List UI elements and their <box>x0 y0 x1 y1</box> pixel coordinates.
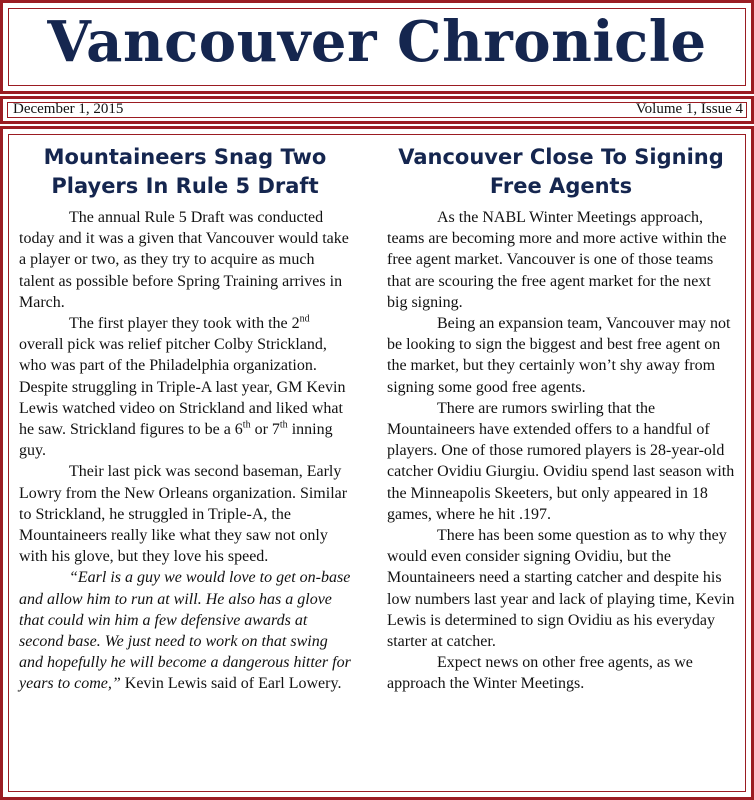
ordinal-number: 7 <box>271 421 280 439</box>
text-run: overall pick was relief pitcher Colby Strickland, who was part of the Philadelphia organization. Despite struggling in Triple-A last year, GM Kevin Lewis watched video on Strickland and liked what he saw. Strickland figures to be a <box>19 336 346 439</box>
quote-attribution: Kevin Lewis said of Earl Lowery. <box>120 675 342 693</box>
ordinal-number: 2 <box>291 315 300 333</box>
right-article-paragraph: There has been some question as to why they would even consider signing Ovidiu, but the Mountaineers need a starting catcher and despite his low numbers last year and lack of playing time, Kevin Lewis is determined to sign Ovidiu as his everyday starter at catcher. <box>387 527 735 651</box>
right-article-paragraph: Being an expansion team, Vancouver may not be looking to sign the biggest and best free agent on the market, but they certainly won’t shy away from signing some good free agents. <box>387 315 731 396</box>
ordinal-number: 6 <box>234 421 243 439</box>
ordinal-suffix: nd <box>299 313 310 325</box>
right-article-headline: Vancouver Close To Signing Free Agents <box>398 145 724 198</box>
volume-issue: Volume 1, Issue 4 <box>635 101 743 117</box>
left-article-paragraph <box>19 313 351 461</box>
text-run: inning guy. <box>19 421 333 460</box>
left-article-paragraph: Their last pick was second baseman, Early Lowry from the New Orleans organization. Similar to Strickland, he struggled in Triple-A, the Mountaineers really like what they saw not only with his glove, but they love his speed. <box>19 463 348 566</box>
right-article <box>387 143 735 695</box>
quote-text: “Earl is a guy we would love to get on-base and allow him to run at will. He also has a glove that could win him a few defensive awards at second base. We just need to work on that swing and hopefully he will become a dangerous hitter for years to come,” <box>19 569 351 693</box>
right-article-paragraph: As the NABL Winter Meetings approach, teams are becoming more and more active within the free agent market. Vancouver is one of those teams that are scouring the free agent market for the next big signing. <box>387 209 727 311</box>
left-article <box>19 143 351 695</box>
right-article-paragraph: Expect news on other free agents, as we approach the Winter Meetings. <box>387 654 693 693</box>
masthead <box>0 0 754 94</box>
issue-date: December 1, 2015 <box>13 101 124 117</box>
ordinal-suffix: th <box>242 419 251 431</box>
left-article-quote-paragraph <box>19 567 351 694</box>
ordinal-suffix: th <box>279 419 288 431</box>
newspaper-title: Vancouver Chronicle <box>47 9 707 75</box>
left-article-headline: Mountaineers Snag Two Players In Rule 5 Draft <box>43 145 327 198</box>
text-run: or <box>250 421 272 439</box>
text-run: The first player they took with the <box>69 315 292 333</box>
right-article-paragraph: There are rumors swirling that the Mountaineers have extended offers to a handful of players. One of those rumored players is 28-year-old catcher Ovidiu Giurgiu. Ovidiu spend last season with the Minneapolis Skeeters, but only appeared in 18 games, where he hit .197. <box>387 399 735 523</box>
left-article-paragraph: The annual Rule 5 Draft was conducted today and it was a given that Vancouver would take a player or two, as they try to acquire as much talent as possible before Spring Training arrives in March. <box>19 209 349 311</box>
article-frame <box>0 126 754 800</box>
date-bar <box>0 96 754 124</box>
